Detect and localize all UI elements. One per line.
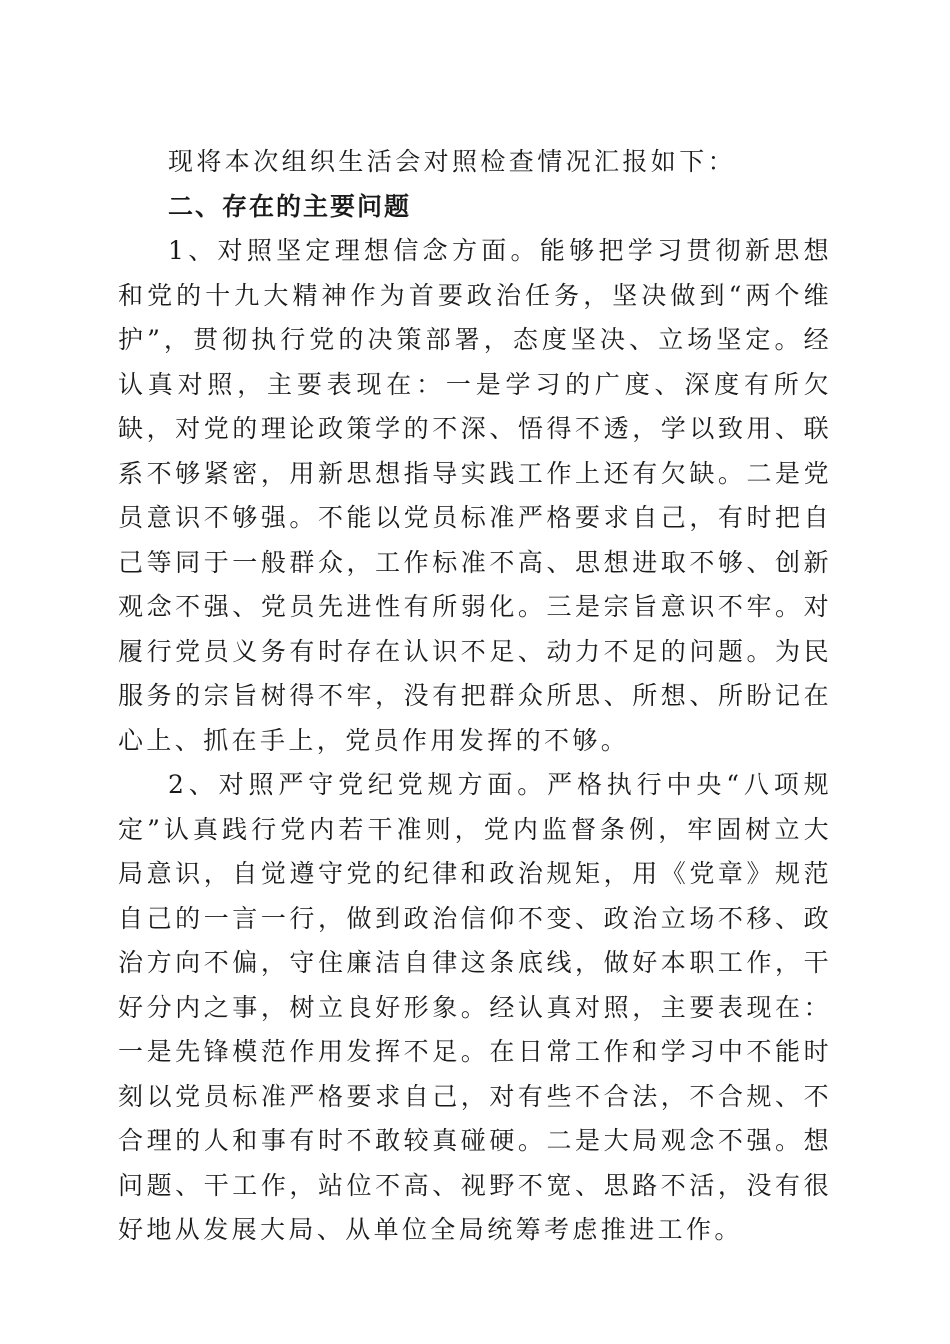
paragraph-discipline: 2、对照严守党纪党规方面。严格执行中央“八项规定”认真践行党内若干准则，党内监督条例，牢固树立大局意识，自觉遵守党的纪律和政治规矩，用《党章》规范自己的一言一行，做到政治信仰不变、政治立场不移、政治方向不偏，守住廉洁自律这条底线，做好本职工作，干好分内之事，树立良好形象。经认真对照，主要表现在：一是先锋模范作用发挥不足。在日常工作和学习中不能时刻以党员标准严格要求自己，对有些不合法，不合规、不合理的人和事有时不敢较真碰硬。二是大局观念不强。想问题、干工作，站位不高、视野不宽、思路不活，没有很好地从发展大局、从单位全局统筹考虑推进工作。 xyxy=(118,770,832,1244)
section-heading: 二、存在的主要问题 xyxy=(168,191,412,221)
paragraph-ideals: 1、对照坚定理想信念方面。能够把学习贯彻新思想和党的十九大精神作为首要政治任务，坚决做到“两个维护”，贯彻执行党的决策部署，态度坚决、立场坚定。经认真对照，主要表现在：一是学习的广度、深度有所欠缺，对党的理论政策学的不深、悟得不透，学以致用、联系不够紧密，用新思想指导实践工作上还有欠缺。二是党员意识不够强。不能以党员标准严格要求自己，有时把自己等同于一般群众，工作标准不高、思想进取不够、创新观念不强、党员先进性有所弱化。三是宗旨意识不牢。对履行党员义务有时存在认识不足、动力不足的问题。为民服务的宗旨树得不牢，没有把群众所思、所想、所盼记在心上、抓在手上，党员作用发挥的不够。 xyxy=(118,236,832,755)
document-page xyxy=(118,140,832,1253)
intro-paragraph: 现将本次组织生活会对照检查情况汇报如下： xyxy=(168,147,737,176)
